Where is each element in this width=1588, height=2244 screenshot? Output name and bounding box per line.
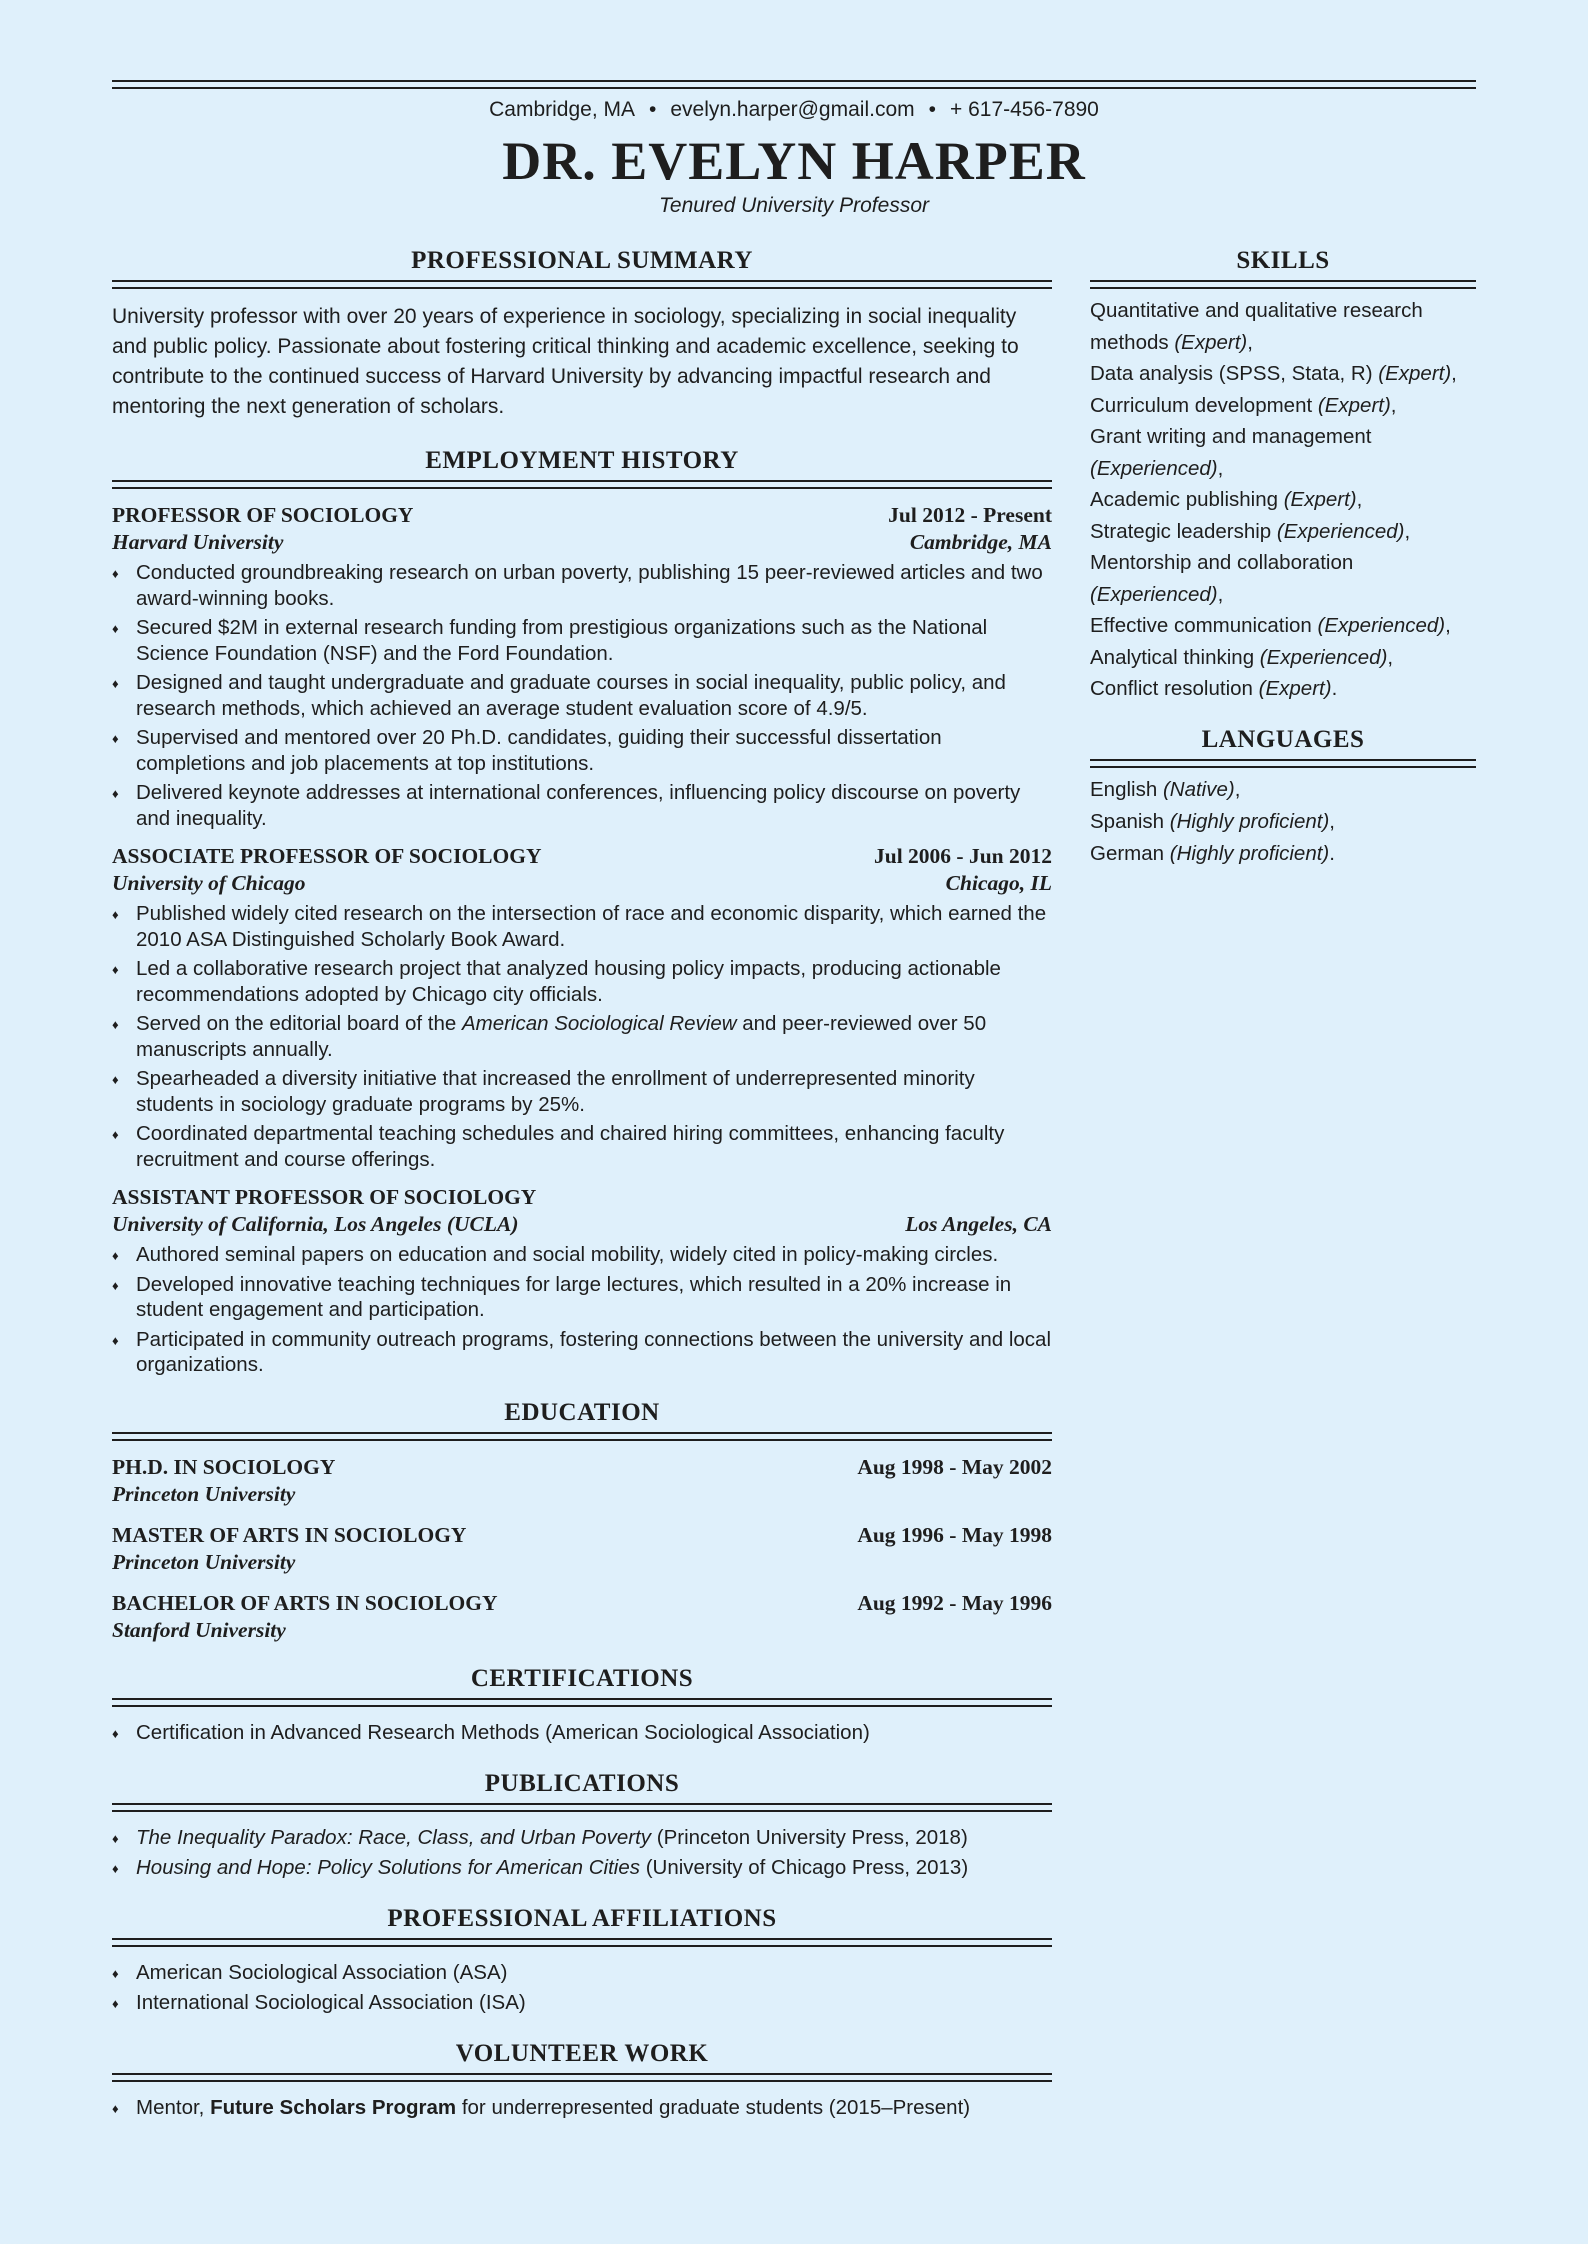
skill-level: (Experienced)	[1259, 645, 1388, 669]
publication-title: The Inequality Paradox: Race, Class, and Urban Poverty	[136, 1826, 652, 1849]
skills-list	[1090, 295, 1476, 705]
contact-separator: •	[928, 98, 936, 121]
list-item: ♦ American Sociological Association (ASA)	[112, 1960, 1052, 1986]
skills-section	[1090, 244, 1476, 705]
education-dates: Aug 1992 - May 1996	[857, 1590, 1052, 1615]
skill-item	[1090, 390, 1476, 422]
list-item: ♦ Developed innovative teaching techniques for large lectures, which resulted in a 20% increase in student engagement and participation.	[112, 1272, 1052, 1323]
section-rule	[1090, 280, 1476, 289]
job-subheader	[112, 1211, 1052, 1238]
skill-level: (Experienced)	[1276, 519, 1405, 543]
job-entry	[112, 843, 1052, 1172]
section-heading: PUBLICATIONS	[484, 1770, 680, 1797]
job-org: Harvard University	[112, 530, 284, 554]
publications-section	[112, 1767, 1052, 1880]
education-header	[112, 1590, 1052, 1617]
summary-text: University professor with over 20 years of experience in sociology, specializing in social inequality and public policy. Passionate about fostering critical thinking and academic excellence, seeking to contribute to the continued success of Harvard University by advancing impactful research and mentoring the next generation of scholars.	[112, 305, 1019, 418]
education-school-row	[112, 1549, 1052, 1576]
list-item: ♦ Led a collaborative research project that analyzed housing policy impacts, producing actionable recommendations adopted by Chicago city officials.	[112, 956, 1052, 1007]
candidate-name: DR. EVELYN HARPER	[502, 131, 1086, 191]
contact-phone[interactable]: + 617-456-7890	[949, 98, 1099, 121]
degree: MASTER OF ARTS IN SOCIOLOGY	[112, 1522, 467, 1547]
skill-level: (Expert)	[1317, 393, 1391, 417]
skill-punct: ,	[1445, 614, 1451, 637]
skill-item	[1090, 516, 1476, 548]
skill-item	[1090, 421, 1476, 484]
summary-section	[112, 244, 1052, 422]
education-entry	[112, 1590, 1052, 1644]
languages-list	[1090, 774, 1476, 870]
main-column	[112, 244, 1052, 2125]
section-rule	[112, 2073, 1052, 2082]
volunteer-section	[112, 2037, 1052, 2121]
skill-name: Effective communication	[1090, 614, 1312, 637]
list-item: ♦ Certification in Advanced Research Methods (American Sociological Association)	[112, 1720, 1052, 1746]
language-level: (Native)	[1162, 777, 1235, 801]
volunteer-program: Future Scholars Program	[210, 2096, 457, 2119]
list-item: ♦ International Sociological Association (ISA)	[112, 1990, 1052, 2016]
language-level: (Highly proficient)	[1169, 809, 1330, 833]
list-item: ♦ Delivered keynote addresses at international conferences, influencing policy discourse on poverty and inequality.	[112, 780, 1052, 831]
job-title: PROFESSOR OF SOCIOLOGY	[112, 503, 414, 527]
section-heading: VOLUNTEER WORK	[455, 2040, 709, 2067]
list-item: ♦ Supervised and mentored over 20 Ph.D. candidates, guiding their successful dissertation completions and job placements at top institutions.	[112, 725, 1052, 776]
skill-item	[1090, 547, 1476, 610]
job-title: ASSISTANT PROFESSOR OF SOCIOLOGY	[112, 1185, 537, 1209]
skill-item	[1090, 295, 1476, 358]
job-entry	[112, 502, 1052, 831]
language-item	[1090, 838, 1476, 870]
job-bullets	[112, 560, 1052, 831]
skill-name: Grant writing and management	[1090, 425, 1372, 448]
affiliations-list	[112, 1960, 1052, 2015]
list-item: ♦ Conducted groundbreaking research on urban poverty, publishing 15 peer-reviewed articles and two award-winning books.	[112, 560, 1052, 611]
list-item: ♦ Authored seminal papers on education and social mobility, widely cited in policy-making circles.	[112, 1242, 1052, 1268]
publication-detail: (Princeton University Press, 2018)	[651, 1826, 968, 1849]
top-double-rule	[112, 80, 1476, 89]
job-dates: Jul 2006 - Jun 2012	[873, 844, 1052, 868]
publication-detail: (University of Chicago Press, 2013)	[640, 1855, 969, 1879]
skill-punct: ,	[1404, 519, 1411, 543]
journal-title: American Sociological Review	[461, 1012, 737, 1035]
job-title: ASSOCIATE PROFESSOR OF SOCIOLOGY	[112, 844, 542, 868]
education-entry	[112, 1522, 1052, 1576]
section-heading: SKILLS	[1236, 247, 1330, 274]
skill-item	[1090, 673, 1476, 705]
school: Princeton University	[112, 1481, 296, 1506]
section-rule	[112, 480, 1052, 489]
skill-level: (Experienced)	[1317, 614, 1446, 637]
job-header	[112, 843, 1052, 870]
language-name: Spanish	[1090, 809, 1165, 833]
job-entry	[112, 1184, 1052, 1378]
skill-item	[1090, 358, 1476, 390]
employment-section	[112, 444, 1052, 1378]
skill-item	[1090, 484, 1476, 516]
education-school-row	[112, 1481, 1052, 1508]
editorial-pre: Served on the editorial board of the	[136, 1012, 462, 1035]
job-header	[112, 502, 1052, 529]
skill-name: Strategic leadership	[1090, 519, 1272, 543]
editorial-post: and peer-reviewed over 50 manuscripts annually.	[136, 1012, 987, 1061]
skill-punct: ,	[1217, 582, 1224, 606]
degree: PH.D. IN SOCIOLOGY	[112, 1454, 336, 1479]
certifications-section	[112, 1662, 1052, 1746]
skill-level: (Expert)	[1258, 677, 1332, 700]
job-subheader	[112, 870, 1052, 897]
job-dates: Jul 2012 - Present	[888, 503, 1052, 527]
skill-level: (Experienced)	[1090, 582, 1218, 606]
contact-location: Cambridge, MA	[489, 98, 636, 121]
education-header	[112, 1522, 1052, 1549]
section-heading: CERTIFICATIONS	[470, 1664, 694, 1692]
skill-name: Academic publishing	[1090, 488, 1279, 511]
list-item	[112, 1825, 1052, 1851]
section-rule	[112, 280, 1052, 289]
list-item	[112, 2095, 1052, 2121]
languages-section	[1090, 723, 1476, 870]
language-level: (Highly proficient)	[1169, 841, 1330, 865]
volunteer-list	[112, 2095, 1052, 2121]
section-heading: PROFESSIONAL SUMMARY	[411, 247, 753, 274]
side-column	[1090, 244, 1476, 870]
volunteer-pre: Mentor,	[136, 2096, 211, 2119]
skill-level: (Expert)	[1378, 362, 1452, 385]
education-dates: Aug 1998 - May 2002	[857, 1454, 1052, 1479]
list-item: ♦ Spearheaded a diversity initiative that increased the enrollment of underrepresented minority students in sociology graduate programs by 25%.	[112, 1066, 1052, 1117]
section-rule	[112, 1698, 1052, 1707]
job-location: Los Angeles, CA	[905, 1212, 1052, 1236]
publications-list	[112, 1825, 1052, 1880]
skill-punct: ,	[1390, 393, 1397, 417]
school: Princeton University	[112, 1549, 296, 1574]
skill-name: Data analysis (SPSS, Stata, R)	[1090, 362, 1373, 385]
language-item	[1090, 806, 1476, 838]
education-school-row	[112, 1617, 1052, 1644]
language-item	[1090, 774, 1476, 806]
skill-name: Analytical thinking	[1090, 645, 1255, 669]
list-item	[112, 1855, 1052, 1881]
skill-item	[1090, 642, 1476, 674]
education-header	[112, 1454, 1052, 1481]
skill-punct: ,	[1247, 330, 1253, 354]
skill-name: Quantitative and qualitative research methods	[1090, 299, 1423, 354]
contact-email[interactable]: evelyn.harper@gmail.com	[670, 98, 915, 121]
language-punct: ,	[1329, 809, 1335, 833]
skill-name: Curriculum development	[1090, 393, 1313, 417]
job-subheader	[112, 529, 1052, 556]
language-punct: ,	[1234, 777, 1241, 801]
language-name: German	[1090, 841, 1165, 865]
skill-punct: .	[1331, 677, 1338, 700]
list-item: ♦ Participated in community outreach programs, fostering connections between the university and local organizations.	[112, 1327, 1052, 1378]
section-rule	[112, 1938, 1052, 1947]
skill-name: Conflict resolution	[1090, 677, 1253, 700]
job-location: Cambridge, MA	[909, 530, 1052, 554]
contact-line	[0, 98, 1588, 122]
section-rule	[112, 1803, 1052, 1812]
publication-title: Housing and Hope: Policy Solutions for American Cities	[136, 1855, 641, 1879]
list-item: ♦ Coordinated departmental teaching schedules and chaired hiring committees, enhancing faculty recruitment and course offerings.	[112, 1121, 1052, 1172]
job-header	[112, 1184, 1052, 1211]
education-entry	[112, 1454, 1052, 1508]
affiliations-section	[112, 1902, 1052, 2015]
job-org: University of Chicago	[112, 871, 306, 895]
job-bullets	[112, 1242, 1052, 1378]
skill-level: (Experienced)	[1090, 456, 1218, 480]
section-heading: EMPLOYMENT HISTORY	[425, 447, 739, 474]
skill-punct: ,	[1217, 456, 1224, 480]
section-heading: PROFESSIONAL AFFILIATIONS	[387, 1905, 777, 1932]
skill-level: (Expert)	[1174, 330, 1248, 354]
section-heading: LANGUAGES	[1201, 725, 1365, 753]
job-bullets	[112, 901, 1052, 1172]
language-name: English	[1090, 777, 1158, 801]
certifications-list	[112, 1720, 1052, 1746]
skill-level: (Expert)	[1283, 488, 1357, 511]
contact-separator: •	[649, 98, 657, 121]
candidate-title: Tenured University Professor	[658, 194, 929, 217]
skill-name: Mentorship and collaboration	[1090, 551, 1354, 574]
education-dates: Aug 1996 - May 1998	[857, 1522, 1052, 1547]
list-item: ♦ Published widely cited research on the intersection of race and economic disparity, which earned the 2010 ASA Distinguished Scholarly Book Award.	[112, 901, 1052, 952]
degree: BACHELOR OF ARTS IN SOCIOLOGY	[112, 1590, 498, 1615]
list-item	[112, 1011, 1052, 1062]
job-location: Chicago, IL	[945, 871, 1052, 895]
list-item: ♦ Designed and taught undergraduate and graduate courses in social inequality, public policy, and research methods, which achieved an average student evaluation score of 4.9/5.	[112, 670, 1052, 721]
section-rule	[1090, 759, 1476, 768]
section-rule	[112, 1432, 1052, 1441]
language-punct: .	[1329, 841, 1335, 865]
section-heading: EDUCATION	[504, 1398, 660, 1426]
list-item: ♦ Secured $2M in external research funding from prestigious organizations such as the National Science Foundation (NSF) and the Ford Foundation.	[112, 615, 1052, 666]
education-section	[112, 1396, 1052, 1644]
skill-punct: ,	[1451, 362, 1457, 385]
skill-item	[1090, 610, 1476, 642]
job-org: University of California, Los Angeles (UCLA)	[112, 1212, 519, 1236]
skill-punct: ,	[1356, 488, 1363, 511]
school: Stanford University	[112, 1617, 286, 1642]
skill-punct: ,	[1387, 645, 1394, 669]
volunteer-post: for underrepresented graduate students (2015–Present)	[456, 2096, 971, 2119]
